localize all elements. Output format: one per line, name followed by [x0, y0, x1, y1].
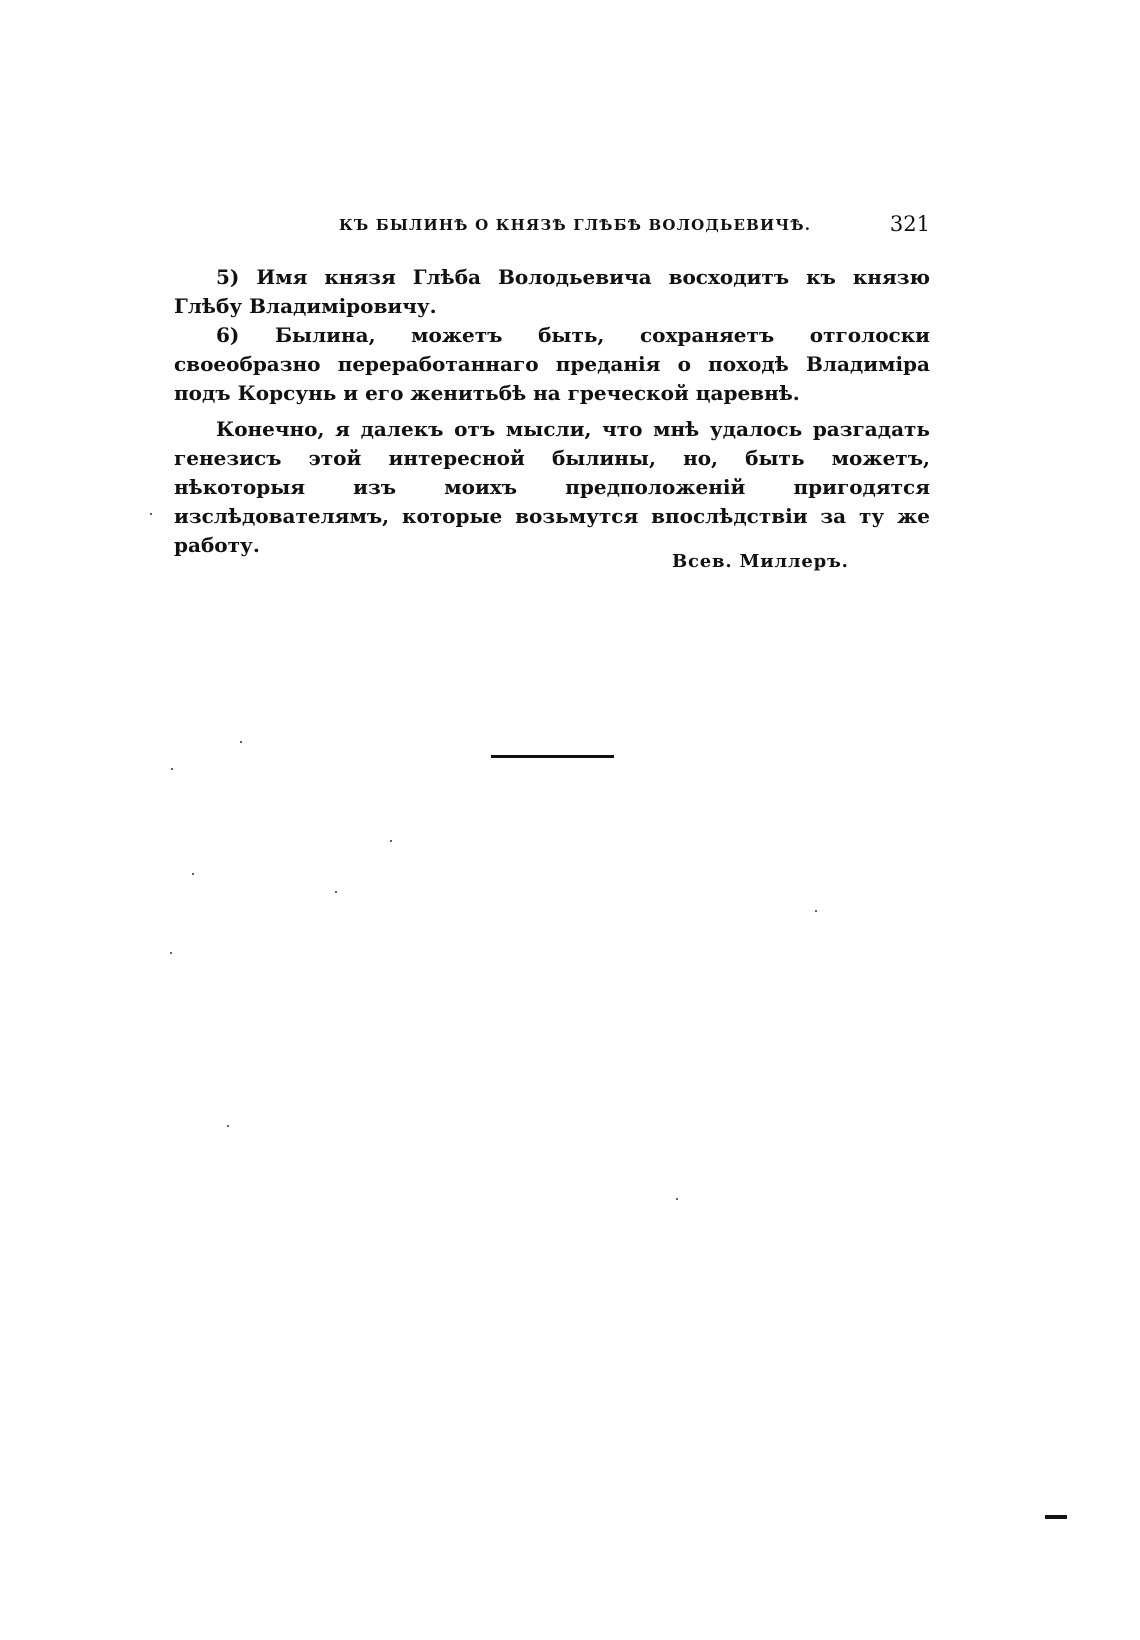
running-head	[174, 212, 930, 238]
scan-speck	[227, 1125, 229, 1127]
scan-speck	[676, 1198, 678, 1200]
scan-speck	[815, 910, 817, 912]
edge-mark	[1045, 1515, 1067, 1519]
scan-speck	[171, 768, 173, 770]
author-signature: Всев. Миллеръ.	[672, 551, 849, 572]
paragraph-conclusion: Конечно, я далекъ отъ мысли, что мнѣ удалось разгадать генезисъ этой интересной былины, но, быть можетъ, нѣкоторыя изъ моихъ предположеній пригодятся изслѣдователямъ, которые возьмутся впослѣдствіи за ту же работу.	[174, 417, 930, 557]
body-text	[174, 263, 930, 560]
paragraph-item-5: 5) Имя князя Глѣба Володьевича восходитъ къ князю Глѣбу Владиміровичу.	[174, 265, 930, 318]
scan-speck	[170, 952, 172, 954]
scan-speck	[150, 513, 152, 515]
running-title: КЪ БЫЛИНѢ О КНЯЗѢ ГЛѢБѢ ВОЛОДЬЕВИЧѢ.	[339, 216, 812, 234]
paragraph-item-6: 6) Былина, можетъ быть, сохраняетъ отголоски своеобразно переработаннаго преданія о походѣ Владиміра подъ Корсунь и его женитьбѣ на греческой царевнѣ.	[174, 323, 930, 405]
scan-speck	[192, 873, 194, 875]
scan-speck	[390, 840, 392, 842]
end-rule-divider	[491, 755, 614, 758]
page-number: 321	[889, 212, 930, 236]
scan-speck	[240, 741, 242, 743]
scan-speck	[335, 891, 337, 893]
